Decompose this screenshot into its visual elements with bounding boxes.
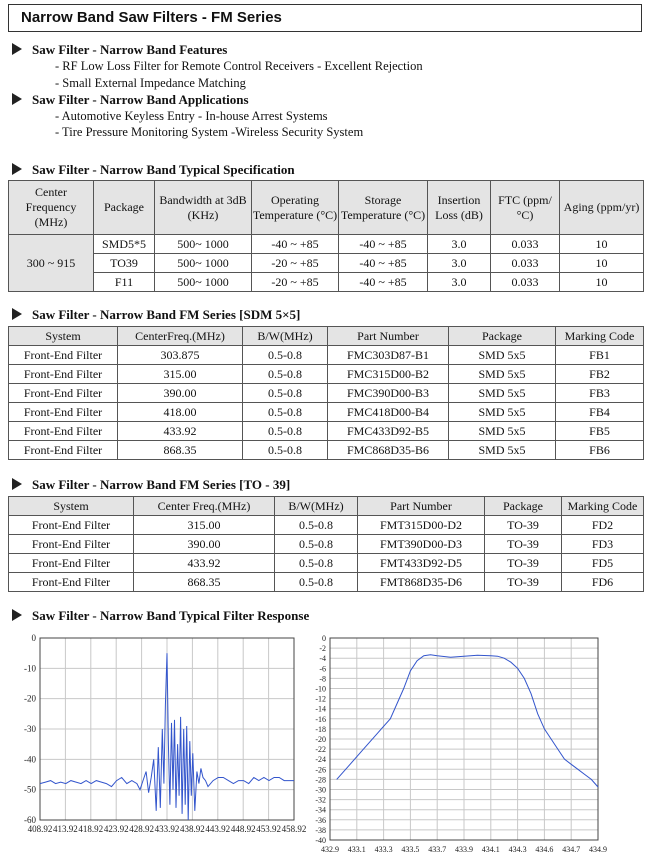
to39-cell: FD2 [562,516,644,535]
spec-cell: TO39 [94,254,155,273]
to39-heading-text: Saw Filter - Narrow Band FM Series [TO - 39] [32,477,291,492]
y-tick-label: 0 [322,634,326,643]
sdm-heading [12,307,300,323]
sdm-cell: FMC868D35-B6 [328,441,449,460]
sdm-cell: FB3 [556,384,644,403]
y-tick-label: -12 [315,694,326,704]
y-tick-label: -34 [315,805,326,815]
to39-header: Marking Code [562,497,644,516]
sdm-cell: 418.00 [118,403,243,422]
features-item: - Small External Impedance Matching [55,76,246,90]
sdm-cell: 433.92 [118,422,243,441]
to39-cell: 433.92 [134,554,275,573]
spec-cell: 500~ 1000 [155,273,252,292]
spec-cell: -40 ~ +85 [339,273,428,292]
y-tick-label: -18 [315,724,326,734]
y-tick-label: -10 [315,684,326,694]
y-tick-label: -4 [319,654,326,664]
spec-cell: 3.0 [428,273,491,292]
to39-header: Package [485,497,562,516]
x-tick-label: 443.92 [205,824,231,834]
sdm-cell: Front-End Filter [9,365,118,384]
x-tick-label: 433.3 [374,845,393,854]
y-tick-label: 0 [31,633,36,643]
spec-cell: 10 [560,273,644,292]
y-tick-label: -50 [24,784,36,795]
x-tick-label: 423.92 [103,824,129,834]
response-heading-text: Saw Filter - Narrow Band Typical Filter Response [32,608,310,623]
to39-cell: FMT315D00-D2 [358,516,485,535]
x-tick-label: 458.92 [281,824,307,834]
sdm-cell: FMC418D00-B4 [328,403,449,422]
response-heading [12,608,309,624]
to39-cell: Front-End Filter [9,535,134,554]
spec-header: FTC (ppm/°C) [491,181,560,235]
to39-cell: FMT433D92-D5 [358,554,485,573]
spec-table [8,180,644,292]
x-tick-label: 438.92 [180,824,205,834]
to39-header: Center Freq.(MHz) [134,497,275,516]
spec-cell: 500~ 1000 [155,254,252,273]
sdm-cell: 0.5-0.8 [243,441,328,460]
applications-heading [12,92,249,108]
x-tick-label: 413.92 [53,824,78,834]
sdm-cell: 303.875 [118,346,243,365]
y-tick-label: -40 [24,754,36,765]
spec-row [9,273,644,292]
x-tick-label: 433.7 [428,845,447,854]
spec-cell: 10 [560,235,644,254]
to39-cell: 0.5-0.8 [275,573,358,592]
y-tick-label: -60 [24,815,36,825]
spec-row [9,254,644,273]
spec-heading [12,162,295,178]
to39-row [9,516,644,535]
sdm-cell: 0.5-0.8 [243,422,328,441]
spec-cell: 0.033 [491,273,560,292]
page-title: Narrow Band Saw Filters - FM Series [21,9,282,26]
triangle-bullet-icon [12,478,22,490]
sdm-header: B/W(MHz) [243,327,328,346]
sdm-cell: Front-End Filter [9,384,118,403]
spec-header: Operating Temperature (°C) [252,181,339,235]
to39-cell: FMT868D35-D6 [358,573,485,592]
sdm-table [8,326,644,460]
x-tick-label: 433.9 [455,845,473,854]
x-tick-label: 434.1 [481,845,500,854]
x-tick-label: 453.92 [256,824,281,834]
triangle-bullet-icon [12,93,22,105]
sdm-header: System [9,327,118,346]
y-tick-label: -26 [315,765,326,775]
sdm-header: CenterFreq.(MHz) [118,327,243,346]
sdm-cell: 0.5-0.8 [243,384,328,403]
y-tick-label: -14 [315,704,326,714]
applications-heading-text: Saw Filter - Narrow Band Applications [32,92,249,107]
spec-cell: -40 ~ +85 [339,254,428,273]
to39-cell: 0.5-0.8 [275,516,358,535]
to39-cell: TO-39 [485,554,562,573]
y-tick-label: -16 [315,714,326,724]
spec-header-row [9,181,644,235]
x-tick-label: 448.92 [230,824,256,834]
sdm-cell: FB6 [556,441,644,460]
spec-header: Insertion Loss (dB) [428,181,491,235]
x-tick-label: 434.9 [589,845,607,854]
spec-cell: 500~ 1000 [155,235,252,254]
features-item: - RF Low Loss Filter for Remote Control Receivers - Excellent Rejection [55,59,423,73]
x-tick-label: 433.92 [154,824,180,834]
y-tick-label: -40 [315,836,326,845]
to39-cell: 868.35 [134,573,275,592]
sdm-cell: FB4 [556,403,644,422]
to39-cell: 0.5-0.8 [275,535,358,554]
sdm-row [9,441,644,460]
x-tick-label: 434.7 [562,845,581,854]
y-tick-label: -10 [24,663,36,674]
spec-row [9,235,644,254]
to39-row [9,535,644,554]
y-tick-label: -32 [315,795,326,805]
triangle-bullet-icon [12,308,22,320]
spec-header: Package [94,181,155,235]
spec-header: Center Frequency (MHz) [9,181,94,235]
triangle-bullet-icon [12,43,22,55]
sdm-cell: FB1 [556,346,644,365]
page-title-box [8,4,642,32]
x-tick-label: 418.92 [78,824,104,834]
spec-cell: 3.0 [428,254,491,273]
y-tick-label: -24 [315,755,326,765]
spec-cell: -40 ~ +85 [252,235,339,254]
features-heading-text: Saw Filter - Narrow Band Features [32,42,228,57]
y-tick-label: -2 [319,644,326,654]
spec-cell: 0.033 [491,235,560,254]
sdm-cell: SMD 5x5 [449,384,556,403]
y-tick-label: -30 [315,785,326,795]
spec-header: Aging (ppm/yr) [560,181,644,235]
sdm-cell: SMD 5x5 [449,422,556,441]
spec-center-freq: 300 ~ 915 [9,235,94,292]
sdm-cell: 0.5-0.8 [243,346,328,365]
applications-item: - Tire Pressure Monitoring System -Wireless Security System [55,125,364,139]
sdm-cell: 0.5-0.8 [243,403,328,422]
sdm-cell: 868.35 [118,441,243,460]
x-tick-label: 433.1 [347,845,366,854]
sdm-cell: FB2 [556,365,644,384]
spec-cell: 3.0 [428,235,491,254]
sdm-cell: SMD 5x5 [449,365,556,384]
to39-cell: 390.00 [134,535,275,554]
spec-cell: F11 [94,273,155,292]
sdm-header-row [9,327,644,346]
spec-header: Bandwidth at 3dB (KHz) [155,181,252,235]
sdm-header: Part Number [328,327,449,346]
x-tick-label: 434.6 [535,845,554,854]
to39-header: Part Number [358,497,485,516]
triangle-bullet-icon [12,163,22,175]
x-tick-label: 428.92 [129,824,154,834]
to39-cell: FMT390D00-D3 [358,535,485,554]
filter-response-chart-wide [0,628,312,834]
x-tick-label: 408.92 [27,824,53,834]
to39-cell: Front-End Filter [9,516,134,535]
x-tick-label: 433.5 [401,845,420,854]
to39-cell: TO-39 [485,516,562,535]
to39-cell: TO-39 [485,535,562,554]
sdm-cell: SMD 5x5 [449,346,556,365]
sdm-cell: FMC303D87-B1 [328,346,449,365]
filter-response-chart-zoom [312,628,658,858]
to39-table [8,496,644,592]
x-tick-label: 432.9 [321,845,339,854]
sdm-cell: Front-End Filter [9,403,118,422]
sdm-row [9,384,644,403]
sdm-cell: FMC390D00-B3 [328,384,449,403]
y-tick-label: -38 [315,825,326,835]
sdm-header: Marking Code [556,327,644,346]
y-tick-label: -20 [315,735,326,744]
sdm-cell: 390.00 [118,384,243,403]
sdm-cell: 315.00 [118,365,243,384]
spec-cell: -20 ~ +85 [252,273,339,292]
to39-cell: Front-End Filter [9,573,134,592]
sdm-header: Package [449,327,556,346]
to39-header: System [9,497,134,516]
sdm-cell: 0.5-0.8 [243,365,328,384]
to39-cell: 315.00 [134,516,275,535]
y-tick-label: -30 [24,724,36,734]
y-tick-label: -8 [319,674,326,684]
to39-cell: 0.5-0.8 [275,554,358,573]
to39-cell: FD6 [562,573,644,592]
x-tick-label: 434.3 [508,845,527,854]
response-series-line [337,655,598,787]
spec-cell: -20 ~ +85 [252,254,339,273]
sdm-cell: SMD 5x5 [449,441,556,460]
sdm-row [9,365,644,384]
to39-row [9,573,644,592]
spec-heading-text: Saw Filter - Narrow Band Typical Specification [32,162,295,177]
to39-cell: TO-39 [485,573,562,592]
sdm-heading-text: Saw Filter - Narrow Band FM Series [SDM 5×5] [32,307,301,322]
spec-cell: 10 [560,254,644,273]
sdm-cell: FMC433D92-B5 [328,422,449,441]
y-tick-label: -22 [315,745,326,755]
y-tick-label: -36 [315,815,326,825]
features-heading [12,42,227,58]
to39-heading [12,477,290,493]
to39-header: B/W(MHz) [275,497,358,516]
y-tick-label: -20 [24,693,36,704]
spec-cell: 0.033 [491,254,560,273]
sdm-cell: SMD 5x5 [449,403,556,422]
spec-header: Storage Temperature (°C) [339,181,428,235]
spec-cell: SMD5*5 [94,235,155,254]
sdm-row [9,346,644,365]
sdm-cell: Front-End Filter [9,422,118,441]
sdm-row [9,422,644,441]
to39-row [9,554,644,573]
spec-cell: -40 ~ +85 [339,235,428,254]
applications-item: - Automotive Keyless Entry - In-house Arrest Systems [55,109,328,123]
sdm-cell: Front-End Filter [9,441,118,460]
to39-cell: FD5 [562,554,644,573]
to39-cell: Front-End Filter [9,554,134,573]
to39-header-row [9,497,644,516]
sdm-row [9,403,644,422]
sdm-cell: FMC315D00-B2 [328,365,449,384]
y-tick-label: -6 [319,664,326,674]
triangle-bullet-icon [12,609,22,621]
sdm-cell: Front-End Filter [9,346,118,365]
to39-cell: FD3 [562,535,644,554]
sdm-cell: FB5 [556,422,644,441]
y-tick-label: -28 [315,775,326,785]
